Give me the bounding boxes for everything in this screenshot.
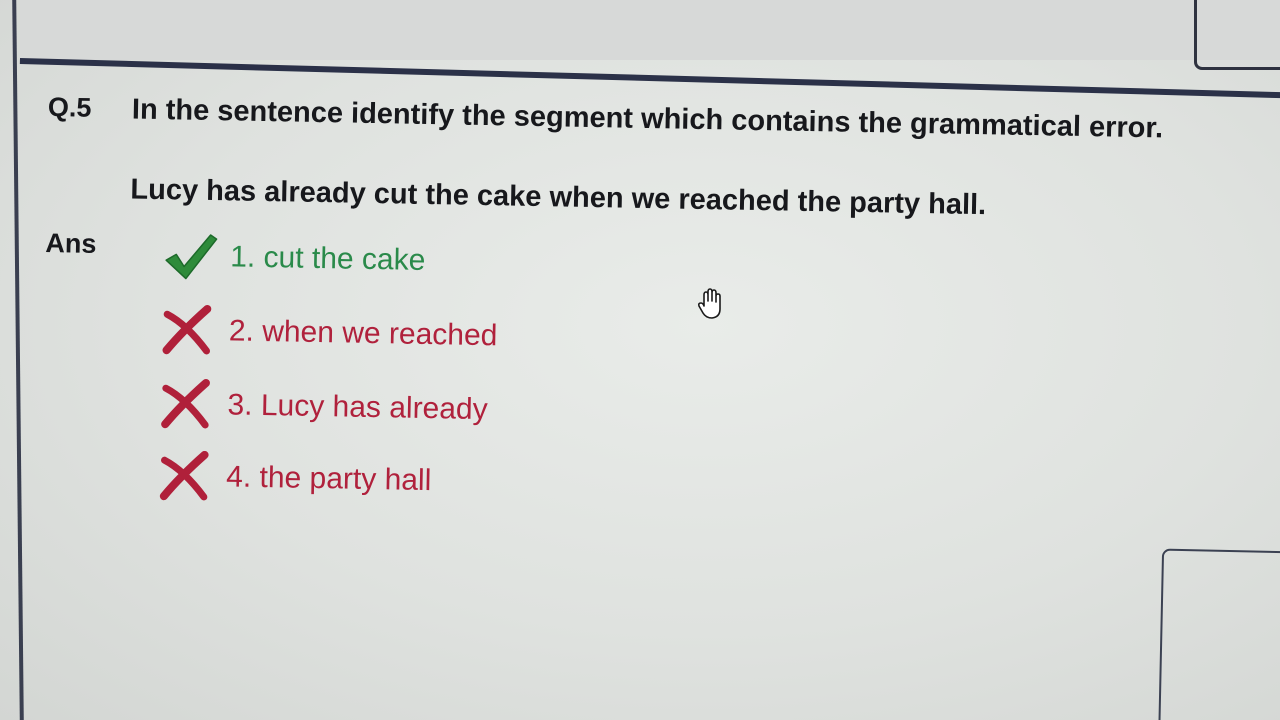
- option-4[interactable]: [158, 450, 432, 507]
- option-3[interactable]: [159, 378, 488, 436]
- bottom-right-box: [1158, 549, 1280, 720]
- cross-icon: [158, 450, 215, 503]
- cross-icon: [160, 304, 217, 357]
- question-sentence: Lucy has already cut the cake when we reached the party hall.: [130, 173, 987, 222]
- option-text: 3. Lucy has already: [227, 388, 488, 427]
- hand-cursor-icon: [696, 287, 728, 321]
- option-text: 2. when we reached: [228, 314, 498, 353]
- question-prompt: In the sentence identify the segment which contains the grammatical error.: [131, 93, 1164, 145]
- option-2[interactable]: [160, 304, 497, 362]
- option-1[interactable]: [162, 230, 426, 287]
- answer-label: Ans: [45, 227, 97, 259]
- option-text: 1. cut the cake: [229, 240, 426, 277]
- question-number: Q.5: [47, 92, 92, 123]
- option-text: 4. the party hall: [225, 460, 432, 498]
- check-icon: [162, 230, 219, 283]
- cross-icon: [159, 378, 216, 431]
